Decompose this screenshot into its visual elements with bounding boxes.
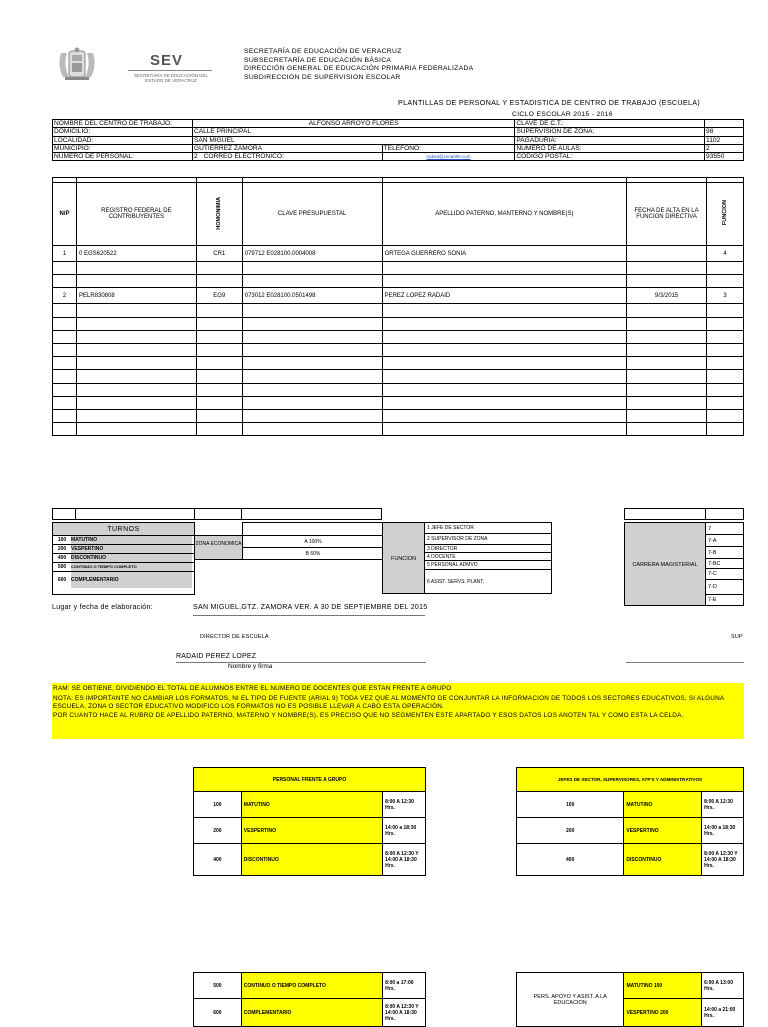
staff-cell-nombre xyxy=(382,330,627,343)
carrera-item: 7-C xyxy=(705,568,744,580)
frente-grupo-row xyxy=(194,792,426,818)
row-hours: 8:00 A 12:30 Hrs. xyxy=(383,792,426,818)
staff-body xyxy=(53,246,744,436)
label-telefono: TELEFONO: xyxy=(382,144,515,152)
staff-cell-homonimia xyxy=(196,317,242,330)
row-code: 400 xyxy=(194,844,242,876)
turnos-list xyxy=(52,535,195,595)
value-supervision: 98 xyxy=(705,128,744,136)
staff-cell-nombre xyxy=(382,357,627,370)
header-line: DIRECCIÓN GENERAL DE EDUCACIÓN PRIMARIA FEDERALIZADA xyxy=(244,65,474,73)
staff-cell-fecha xyxy=(627,357,707,370)
frente-grupo-table xyxy=(193,767,426,876)
notes-box xyxy=(52,683,744,739)
value-aulas: 2 xyxy=(705,144,744,152)
funcion-item: 3 DIRECTOR xyxy=(424,544,552,553)
blank-cell xyxy=(194,508,242,520)
header-line: SUBSECRETARÍA DE EDUCACIÓN BÁSICA xyxy=(244,56,392,64)
staff-cell-homonimia xyxy=(196,343,242,356)
apoyo-table xyxy=(516,972,744,1027)
carrera-item: 7-D xyxy=(705,579,744,595)
staff-row xyxy=(53,423,744,436)
staff-cell-rfc xyxy=(76,343,196,356)
blank-cell xyxy=(705,508,744,520)
value-pagaduria: 1102 xyxy=(705,136,744,144)
jefes-table xyxy=(516,767,744,876)
row-code: 500 xyxy=(194,973,242,999)
row-code: 200 xyxy=(517,818,624,844)
staff-cell-rfc xyxy=(76,357,196,370)
label-nombre-ct: NOMBRE DEL CENTRO DE TRABAJO: xyxy=(53,120,193,128)
funcion-label: FUNCION xyxy=(382,522,425,594)
director-name: RADAID PEREZ LOPEZ xyxy=(176,653,257,660)
frente-grupo-row xyxy=(194,973,426,999)
row-hours: 8:00 a 17:00 Hrs. xyxy=(383,973,426,999)
value-localidad: SAN MIGUEL xyxy=(192,136,514,144)
value-municipio: GUTIERREZ ZAMORA xyxy=(192,144,382,152)
frente-grupo-row xyxy=(194,818,426,844)
staff-cell-fecha xyxy=(627,383,707,396)
staff-cell-funcion xyxy=(707,396,744,409)
turno-code: 100 xyxy=(57,537,67,543)
row-hours: 8:00 A 12:30 Y 14:00 A 18:30 Hrs. xyxy=(383,999,426,1027)
staff-cell-clave xyxy=(242,330,382,343)
turno-item xyxy=(53,554,194,563)
info-row xyxy=(53,136,744,144)
staff-cell-clave: 079712 E028100.0004008 xyxy=(242,246,382,262)
staff-cell-nombre xyxy=(382,383,627,396)
staff-row xyxy=(53,370,744,383)
col-nombre: APELLIDO PATERNO, MANTERNO Y NOMBRE(S) xyxy=(382,183,627,246)
carrera-item: 7 xyxy=(705,522,744,535)
staff-cell-fecha xyxy=(627,317,707,330)
col-funcion-cell xyxy=(707,183,744,246)
staff-cell-funcion: 3 xyxy=(707,288,744,304)
staff-cell-homonimia xyxy=(196,275,242,288)
funcion-item: 6 ASIST. SERVS. PLANT. xyxy=(424,569,552,594)
staff-cell-funcion xyxy=(707,409,744,422)
row-hours: 8:00 A 12:30 Y 14:00 A 18:30 Hrs. xyxy=(383,844,426,876)
staff-cell-funcion xyxy=(707,275,744,288)
label-aulas: NUMERO DE AULAS: xyxy=(515,144,705,152)
header-block xyxy=(244,48,474,82)
turno-label: MATUTINO xyxy=(71,536,192,544)
turnos-title: TURNOS xyxy=(52,522,195,536)
staff-cell-clave: 073012 E028100.0501498 xyxy=(242,288,382,304)
staff-cell-clave xyxy=(242,343,382,356)
value-nombre-ct: ALFONSO ARROYO FLORES xyxy=(192,120,514,128)
staff-cell-np xyxy=(53,409,77,422)
staff-cell-rfc xyxy=(76,383,196,396)
col-homonimia-cell xyxy=(196,183,242,246)
row-hours: 8:00 A 12:30 Hrs. xyxy=(702,792,744,818)
staff-cell-fecha xyxy=(627,370,707,383)
label-cp: CODIGO POSTAL: xyxy=(515,153,705,161)
staff-row xyxy=(53,246,744,262)
staff-cell-homonimia xyxy=(196,304,242,317)
staff-cell-np xyxy=(53,370,77,383)
nombre-firma-label: Nombre y firma xyxy=(228,663,273,670)
col-funcion: FUNCION xyxy=(722,200,728,226)
value-cp: 93550 xyxy=(705,153,744,161)
value-domicilio: CALLE PRINCIPAL xyxy=(192,128,514,136)
staff-cell-fecha xyxy=(627,275,707,288)
label-municipio: MUNICIPIO: xyxy=(53,144,193,152)
row-label: COMPLEMENTARIO xyxy=(241,999,382,1027)
staff-cell-np: 1 xyxy=(53,246,77,262)
staff-cell-clave xyxy=(242,275,382,288)
staff-cell-np xyxy=(53,262,77,275)
row-label: VESPERTINO xyxy=(624,818,702,844)
staff-cell-funcion xyxy=(707,383,744,396)
label-pagaduria: PAGADURIA: xyxy=(515,136,705,144)
lugar-value: SAN MIGUEL,GTZ. ZAMORA VER. A 30 DE SEPTIEMBRE DEL 2015 xyxy=(193,604,428,611)
staff-row xyxy=(53,343,744,356)
jefes-row xyxy=(517,792,744,818)
carrera-label: CARRERA MAGISTERIAL xyxy=(624,522,706,606)
blank-cell xyxy=(242,522,384,536)
staff-cell-rfc xyxy=(76,304,196,317)
staff-cell-rfc xyxy=(76,370,196,383)
staff-cell-nombre xyxy=(382,423,627,436)
staff-cell-nombre xyxy=(382,275,627,288)
logo-subtitle: SECRETARÍA DE EDUCACIÓN DEL ESTADO DE VERACRUZ xyxy=(134,73,208,83)
row-label: MATUTINO xyxy=(624,792,702,818)
staff-cell-np xyxy=(53,396,77,409)
zona-b: B 60% xyxy=(242,547,384,560)
label-numero-personal: NUMERO DE PERSONAL: xyxy=(53,153,193,161)
staff-cell-rfc xyxy=(76,409,196,422)
staff-cell-clave xyxy=(242,357,382,370)
email-link[interactable]: radaid@zona098.com xyxy=(382,153,515,161)
staff-cell-clave xyxy=(242,396,382,409)
row-label: DISCONTINUO xyxy=(241,844,382,876)
blank-cell xyxy=(52,508,76,520)
turno-label: CONTINUO O TIEMPO COMPLETO xyxy=(71,563,192,571)
apoyo-label: PERS. APOYO Y ASIST. A LA EDUCACION xyxy=(517,973,624,1027)
staff-cell-homonimia xyxy=(196,409,242,422)
staff-cell-funcion xyxy=(707,357,744,370)
header-line: SECRETARÍA DE EDUCACIÓN DE VERACRUZ xyxy=(244,48,402,55)
staff-cell-fecha xyxy=(627,343,707,356)
row-label: CONTINUO O TIEMPO COMPLETO xyxy=(241,973,382,999)
staff-row xyxy=(53,317,744,330)
staff-cell-rfc xyxy=(76,317,196,330)
row-label: DISCONTINUO xyxy=(624,844,702,876)
value-clave-ct xyxy=(705,120,744,128)
col-np: N/P xyxy=(53,183,77,246)
staff-cell-clave xyxy=(242,409,382,422)
staff-cell-clave xyxy=(242,304,382,317)
staff-cell-homonimia: CR1 xyxy=(196,246,242,262)
blank-cell xyxy=(241,508,382,520)
label-correo: CORREO ELECTRONICO: xyxy=(203,153,284,161)
staff-cell-np xyxy=(53,317,77,330)
staff-cell-np xyxy=(53,357,77,370)
turno-label: VESPERTINO xyxy=(71,545,192,553)
staff-cell-homonimia xyxy=(196,396,242,409)
frente-grupo-row xyxy=(194,844,426,876)
director-label: DIRECTOR DE ESCUELA xyxy=(200,634,269,640)
jefes-title: JEFES DE SECTOR, SUPERVISORES, ATP'S Y ADMINISTRATIVOS xyxy=(517,768,744,792)
funcion-item: 1 JEFE DE SECTOR xyxy=(424,522,552,534)
staff-cell-np xyxy=(53,423,77,436)
staff-cell-np: 2 xyxy=(53,288,77,304)
row-code: 100 xyxy=(517,792,624,818)
staff-cell-rfc: 0 EGS620522 xyxy=(76,246,196,262)
staff-row xyxy=(53,262,744,275)
lugar-label: Lugar y fecha de elaboración: xyxy=(52,604,153,611)
staff-row xyxy=(53,288,744,304)
staff-cell-np xyxy=(53,383,77,396)
row-hours: 14:00 a 18:30 Hrs. xyxy=(702,818,744,844)
frente-grupo-title: PERSONAL FRENTE A GRUPO xyxy=(194,768,426,792)
turno-item xyxy=(53,563,194,572)
turno-code: 600 xyxy=(57,577,67,583)
carrera-item: 7-B xyxy=(705,546,744,559)
row-code: 400 xyxy=(517,844,624,876)
turno-code: 200 xyxy=(57,546,67,552)
col-rfc: REGISTRO FEDERAL DE CONTRIBUYENTES xyxy=(76,183,196,246)
note-ram: RAM: SE OBTIENE, DIVIDIENDO EL TOTAL DE ALUMNOS ENTRE EL NUMERO DE DOCENTES QUE ESTAN FRENTE A GRUPO xyxy=(53,685,452,692)
staff-cell-clave xyxy=(242,383,382,396)
staff-cell-rfc: PELR830808 xyxy=(76,288,196,304)
staff-cell-homonimia xyxy=(196,370,242,383)
row-hours: 14:00 a 18:30 Hrs. xyxy=(383,818,426,844)
staff-cell-nombre xyxy=(382,409,627,422)
staff-cell-nombre: ORTEGA GUERRERO SONIA xyxy=(382,246,627,262)
col-fecha: FECHA DE ALTA EN LA FUNCION DIRECTIVA xyxy=(627,183,707,246)
turno-item xyxy=(53,536,194,545)
row-label: VESPERTINO 200 xyxy=(624,999,702,1027)
staff-cell-funcion xyxy=(707,423,744,436)
turno-code: 400 xyxy=(57,555,67,561)
staff-cell-rfc xyxy=(76,396,196,409)
staff-cell-homonimia xyxy=(196,383,242,396)
turno-item xyxy=(53,545,194,554)
staff-cell-rfc xyxy=(76,262,196,275)
staff-cell-funcion xyxy=(707,317,744,330)
staff-cell-clave xyxy=(242,423,382,436)
header-line: SUBDIRECCION DE SUPERVISION ESCOLAR xyxy=(244,73,401,81)
staff-cell-homonimia xyxy=(196,423,242,436)
sev-logo-text: SEV xyxy=(150,52,184,69)
col-homonimia: HOMONIMIA xyxy=(216,196,223,230)
turno-label: DISCONTINUO xyxy=(71,554,192,562)
carrera-item: 7-E xyxy=(705,594,744,606)
staff-cell-funcion xyxy=(707,330,744,343)
label-clave-ct: CLAVE DE C.T.: xyxy=(515,120,705,128)
blank-cell xyxy=(75,508,195,520)
staff-cell-fecha xyxy=(627,246,707,262)
info-row xyxy=(53,153,744,161)
info-row xyxy=(53,128,744,136)
frente-grupo-table-2 xyxy=(193,972,426,1027)
row-hours: 14:00 a 21:00 Hrs. xyxy=(702,999,744,1027)
jefes-row xyxy=(517,844,744,876)
staff-cell-fecha xyxy=(627,304,707,317)
note-nota: NOTA: ES IMPORTANTE NO CAMBIAR LOS FORMATOS, NI EL TIPO DE FUENTE (ARIAL 9) TODA VEZ QUE AL MOMENTO DE CONJUNTAR LA INFORMACION DE TODOS LOS SECTORES EDUCATIVOS, SI ALGUNA ESCUELA, ZONA O SECTOR EDUCATIVO MODIFICO LOS FORMATOS NO ES POSIBLE LLEVAR A CABO ESTA OPERACIÓN. xyxy=(53,694,725,711)
frente-grupo-row xyxy=(194,999,426,1027)
staff-cell-homonimia xyxy=(196,330,242,343)
staff-cell-np xyxy=(53,343,77,356)
jefes-row xyxy=(517,818,744,844)
staff-cell-np xyxy=(53,330,77,343)
page-title: PLANTILLAS DE PERSONAL Y ESTADISTICA DE CENTRO DE TRABAJO (ESCUELA) xyxy=(398,98,701,107)
staff-cell-funcion xyxy=(707,370,744,383)
staff-cell-funcion: 4 xyxy=(707,246,744,262)
carrera-item: 7-BC xyxy=(705,558,744,569)
zona-a: A 100% xyxy=(242,535,384,548)
ciclo-escolar: CICLO ESCOLAR 2015 - 2016 xyxy=(512,111,613,118)
staff-row xyxy=(53,409,744,422)
staff-cell-homonimia: EG9 xyxy=(196,288,242,304)
funcion-item: 4 DOCENTE xyxy=(424,552,552,561)
numero-personal-cell xyxy=(192,153,382,161)
turno-label: COMPLEMENTARIO xyxy=(71,572,192,588)
sup-label: SUP xyxy=(731,634,743,640)
label-supervision: SUPERVISION DE ZONA: xyxy=(515,128,705,136)
codes-block xyxy=(52,508,744,608)
note-apellidos: POR CUANTO HACE AL RUBRO DE APELLIDO PATERNO, MATERNO Y NOMBRE(S), ES PRECISO QUE NO SEGMENTEN ESTE APARTADO Y ESOS DATOS LOS ANOTEN TAL Y COMO ESTA LA CELDA. xyxy=(53,711,684,719)
lugar-underline xyxy=(193,615,425,616)
staff-cell-rfc xyxy=(76,423,196,436)
row-code: 200 xyxy=(194,818,242,844)
staff-cell-fecha xyxy=(627,396,707,409)
staff-row xyxy=(53,383,744,396)
signature-line-sup xyxy=(626,662,744,663)
carrera-item: 7-A xyxy=(705,534,744,547)
staff-cell-nombre xyxy=(382,262,627,275)
staff-cell-homonimia xyxy=(196,262,242,275)
staff-row xyxy=(53,357,744,370)
staff-cell-np xyxy=(53,304,77,317)
funcion-item: 2 SUPERVISOR DE ZONA xyxy=(424,533,552,545)
staff-cell-funcion xyxy=(707,304,744,317)
staff-cell-rfc xyxy=(76,330,196,343)
row-code: 600 xyxy=(194,999,242,1027)
logo-divider xyxy=(128,70,212,71)
row-hours: 8:00 A 12:30 Y 14:00 A 18:30 Hrs. xyxy=(702,844,744,876)
staff-cell-clave xyxy=(242,262,382,275)
staff-cell-funcion xyxy=(707,343,744,356)
staff-cell-np xyxy=(53,275,77,288)
staff-cell-nombre xyxy=(382,396,627,409)
row-label: MATUTINO 100 xyxy=(624,973,702,999)
staff-cell-homonimia xyxy=(196,357,242,370)
info-row xyxy=(53,144,744,152)
zona-label: ZONA ECONOMICA xyxy=(194,535,243,560)
staff-cell-fecha xyxy=(627,423,707,436)
staff-cell-nombre xyxy=(382,317,627,330)
staff-cell-nombre xyxy=(382,370,627,383)
label-domicilio: DOMICILIO: xyxy=(53,128,193,136)
staff-row xyxy=(53,396,744,409)
veracruz-crest-logo xyxy=(55,47,99,83)
staff-cell-nombre: PEREZ LOPEZ RADAID xyxy=(382,288,627,304)
label-localidad: LOCALIDAD: xyxy=(53,136,193,144)
row-hours: 6:00 A 13:00 Hrs. xyxy=(702,973,744,999)
staff-row xyxy=(53,304,744,317)
staff-cell-nombre xyxy=(382,304,627,317)
row-code: 100 xyxy=(194,792,242,818)
staff-cell-fecha xyxy=(627,330,707,343)
value-numero-personal: 2 xyxy=(193,153,198,161)
school-info-table xyxy=(52,119,744,161)
col-clave: CLAVE PRESUPUESTAL xyxy=(242,183,382,246)
staff-row xyxy=(53,275,744,288)
staff-cell-fecha: 9/3/2015 xyxy=(627,288,707,304)
staff-cell-nombre xyxy=(382,343,627,356)
info-row xyxy=(53,120,744,128)
turno-code: 500 xyxy=(57,564,67,570)
staff-cell-clave xyxy=(242,370,382,383)
staff-cell-clave xyxy=(242,317,382,330)
turno-item xyxy=(53,572,194,588)
staff-cell-fecha xyxy=(627,262,707,275)
staff-table xyxy=(52,177,744,436)
row-label: VESPERTINO xyxy=(241,818,382,844)
funcion-item: 5 PERSONAL ADMVO xyxy=(424,560,552,570)
staff-cell-rfc xyxy=(76,275,196,288)
staff-cell-funcion xyxy=(707,262,744,275)
signature-line xyxy=(176,662,426,663)
staff-row xyxy=(53,330,744,343)
staff-header-row xyxy=(53,183,744,246)
blank-cell xyxy=(624,508,706,520)
apoyo-row xyxy=(517,973,744,999)
staff-cell-fecha xyxy=(627,409,707,422)
row-label: MATUTINO xyxy=(241,792,382,818)
